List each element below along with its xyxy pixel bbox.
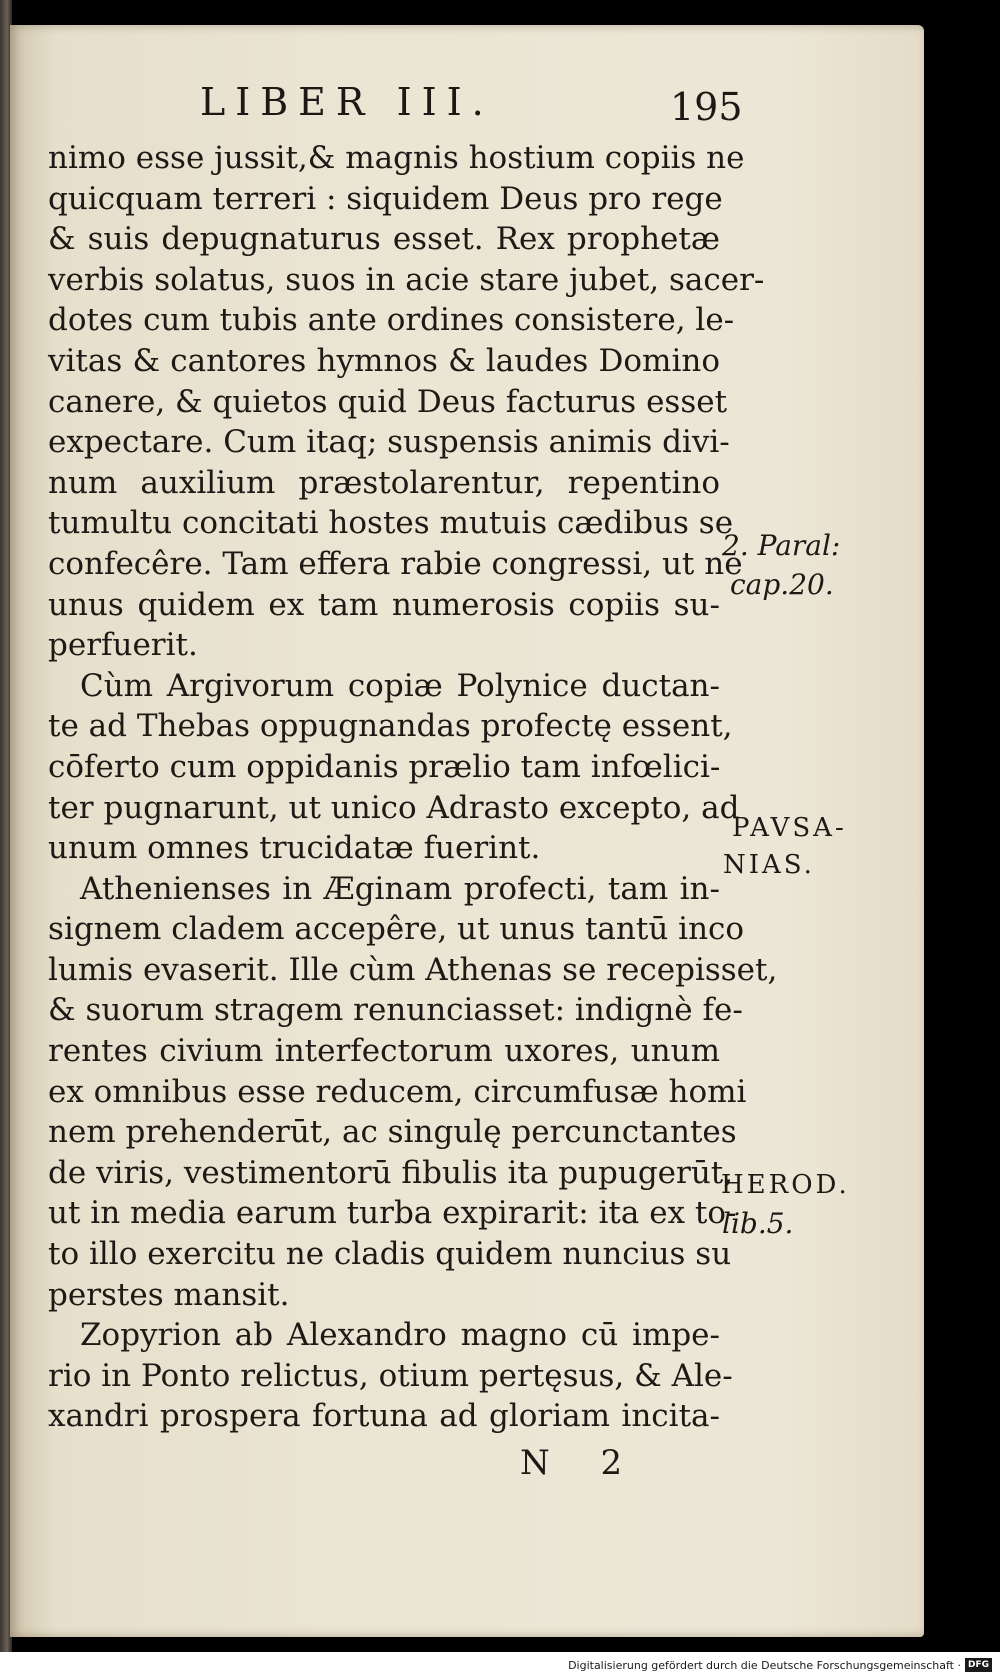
credit-text: Digitalisierung gefördert durch die Deutsche Forschungsgemeinschaft · xyxy=(568,1658,961,1672)
digitization-credit xyxy=(568,1654,992,1676)
text-line: te ad Thebas oppugnandas profectę essent, xyxy=(48,708,733,745)
text-line: vitas & cantores hymnos & laudes Domino xyxy=(48,342,720,379)
printer-signature: N 2 xyxy=(520,1443,643,1483)
margin-note: lib.5. xyxy=(722,1207,794,1240)
margin-note: HEROD. xyxy=(721,1170,850,1200)
running-head: LIBER III. xyxy=(200,80,494,124)
text-line: & suorum stragem renunciasset: indignè fe- xyxy=(48,992,743,1029)
text-line: ex omnibus esse reducem, circumfusæ homi xyxy=(48,1073,747,1110)
text-line: perfuerit. xyxy=(48,627,198,664)
text-line: nem prehenderūt, ac singulę percunctantes xyxy=(48,1114,737,1151)
text-line: unus quidem ex tam numerosis copiis su- xyxy=(48,586,720,623)
text-line: xandri prospera fortuna ad gloriam incita- xyxy=(48,1398,720,1435)
text-line: & suis depugnaturus esset. Rex prophetæ xyxy=(48,221,720,258)
text-line: nimo esse jussit,& magnis hostium copiis ne xyxy=(48,140,745,176)
text-line: Athenienses in Æginam profecti, tam in- xyxy=(80,870,720,907)
text-line: canere, & quietos quid Deus facturus esset xyxy=(48,383,728,420)
text-line: rentes civium interfectorum uxores, unum xyxy=(48,1033,720,1070)
text-line: unum omnes trucidatæ fuerint. xyxy=(48,830,541,867)
text-line: signem cladem accepêre, ut unus tantū inco xyxy=(48,911,745,948)
text-line: lumis evaserit. Ille cùm Athenas se recepisset, xyxy=(48,951,778,988)
text-line: verbis solatus, suos in acie stare jubet, sacer- xyxy=(48,261,765,298)
text-line: ut in media earum turba expirarit: ita ex to- xyxy=(48,1195,737,1232)
text-line: Zopyrion ab Alexandro magno cū impe- xyxy=(80,1317,720,1354)
text-line: de viris, vestimentorū fibulis ita pupugerūt, xyxy=(48,1154,734,1191)
dfg-logo: DFG xyxy=(965,1658,992,1672)
text-line: Cùm Argivorum copiæ Polynice ductan- xyxy=(80,667,720,704)
text-line: to illo exercitu ne cladis quidem nuncius su xyxy=(48,1236,732,1273)
margin-note: cap.20. xyxy=(730,568,834,601)
text-line: expectare. Cum itaq; suspensis animis divi- xyxy=(48,424,730,461)
text-line: ter pugnarunt, ut unico Adrasto excepto, ad xyxy=(48,789,740,826)
page-number: 195 xyxy=(670,85,743,129)
text-line: confecêre. Tam effera rabie congressi, ut ne xyxy=(48,545,743,582)
text-line: quicquam terreri : siquidem Deus pro rege xyxy=(48,180,723,217)
text-line: num auxilium præstolarentur, repentino xyxy=(48,464,720,501)
margin-note: NIAS. xyxy=(723,850,815,880)
margin-note: PAVSA- xyxy=(732,813,847,843)
text-line: rio in Ponto relictus, otium pertęsus, & Ale- xyxy=(48,1357,733,1394)
text-line: cōferto cum oppidanis prælio tam infœlici- xyxy=(48,748,721,785)
margin-note: 2. Paral: xyxy=(722,529,841,562)
text-line: perstes mansit. xyxy=(48,1276,290,1313)
book-page xyxy=(10,25,924,1637)
text-line: tumultu concitati hostes mutuis cædibus se xyxy=(48,505,734,542)
text-line: dotes cum tubis ante ordines consistere, le- xyxy=(48,302,735,339)
